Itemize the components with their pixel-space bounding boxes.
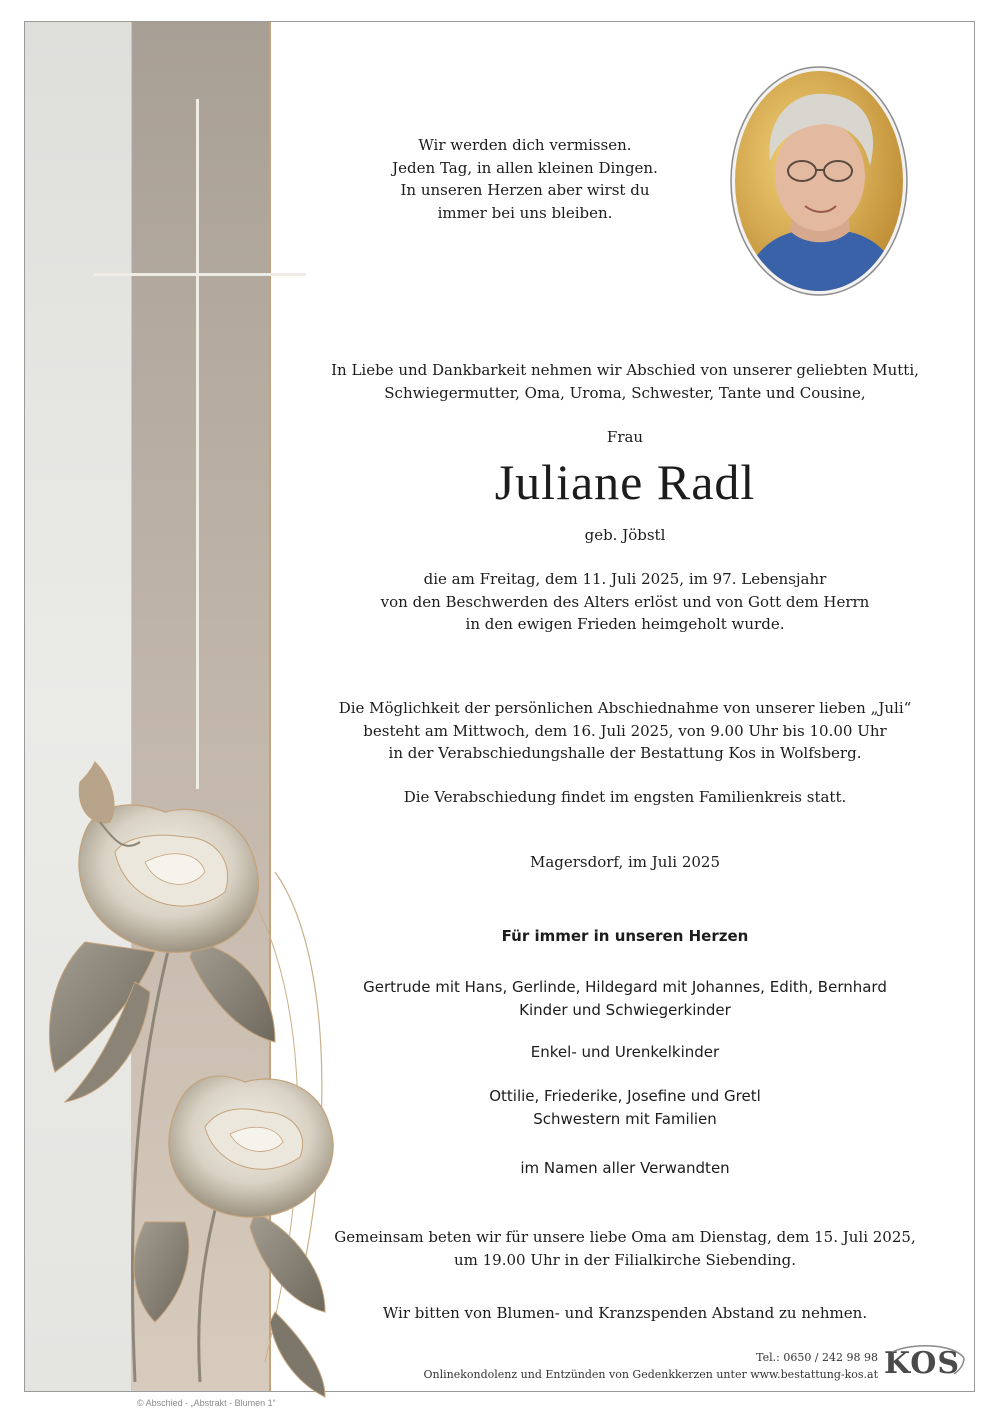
poem <box>374 134 676 224</box>
children-label: Kinder und Schwiegerkinder <box>519 1000 731 1019</box>
place-date: Magersdorf, im Juli 2025 <box>529 853 720 871</box>
phone-number: Tel.: 0650 / 242 98 98 <box>756 1351 878 1364</box>
deceased-name: Juliane Radl <box>494 454 756 510</box>
flowers-request: Wir bitten von Blumen- und Kranzspenden Abstand zu nehmen. <box>382 1304 868 1322</box>
siblings-label: Schwestern mit Familien <box>533 1109 717 1128</box>
poem-line: In unseren Herzen aber wirst du <box>400 181 650 199</box>
poem-line: Jeden Tag, in allen kleinen Dingen. <box>392 158 658 177</box>
cross-icon <box>196 99 199 789</box>
motto: Für immer in unseren Herzen <box>501 927 749 945</box>
prayer-info <box>330 1226 920 1271</box>
prayer-line: Gemeinsam beten wir für unsere liebe Oma am Dienstag, dem 15. Juli 2025, <box>334 1228 916 1246</box>
death-notice <box>330 568 920 636</box>
cross-bar <box>94 273 306 276</box>
salutation: Frau <box>606 428 644 446</box>
online-condolence-link[interactable]: Onlinekondolenz und Entzünden von Gedenkkerzen unter www.bestattung-kos.at <box>423 1368 878 1381</box>
siblings-block <box>330 1085 920 1130</box>
intro-text <box>330 359 920 404</box>
poem-line: Wir werden dich vermissen. <box>418 136 632 154</box>
children-names: Gertrude mit Hans, Gerlinde, Hildegard mit Johannes, Edith, Bernhard <box>363 978 887 996</box>
intro-line: In Liebe und Dankbarkeit nehmen wir Abschied von unserer geliebten Mutti, <box>331 361 919 379</box>
death-line: die am Freitag, dem 11. Juli 2025, im 97. Lebensjahr <box>423 570 827 588</box>
portrait-photo <box>730 66 908 296</box>
relatives: im Namen aller Verwandten <box>520 1159 730 1177</box>
farewell-info <box>330 697 920 765</box>
image-credit: © Abschied - „Abstrakt - Blumen 1“ <box>137 1398 276 1408</box>
logo-text: KOS <box>884 1346 961 1381</box>
children-block <box>330 976 920 1021</box>
kos-logo <box>884 1344 966 1384</box>
maiden-name: geb. Jöbstl <box>584 526 666 544</box>
logo-swoosh-icon <box>884 1344 966 1384</box>
prayer-line: um 19.00 Uhr in der Filialkirche Siebending. <box>453 1250 797 1269</box>
death-line: in den ewigen Frieden heimgeholt wurde. <box>465 615 785 633</box>
intro-line: Schwiegermutter, Oma, Uroma, Schwester, Tante und Cousine, <box>384 383 866 402</box>
farewell-line: Die Möglichkeit der persönlichen Abschiednahme von unserer lieben „Juli“ <box>338 699 912 717</box>
siblings-names: Ottilie, Friederike, Josefine und Gretl <box>489 1087 761 1105</box>
ceremony-note: Die Verabschiedung findet im engsten Familienkreis statt. <box>403 788 847 806</box>
grandchildren: Enkel- und Urenkelkinder <box>530 1043 720 1061</box>
farewell-line: besteht am Mittwoch, dem 16. Juli 2025, von 9.00 Uhr bis 10.00 Uhr <box>363 721 887 740</box>
farewell-line: in der Verabschiedungshalle der Bestattung Kos in Wolfsberg. <box>388 744 862 762</box>
poem-line: immer bei uns bleiben. <box>437 203 613 222</box>
death-line: von den Beschwerden des Alters erlöst und von Gott dem Herrn <box>380 592 870 611</box>
